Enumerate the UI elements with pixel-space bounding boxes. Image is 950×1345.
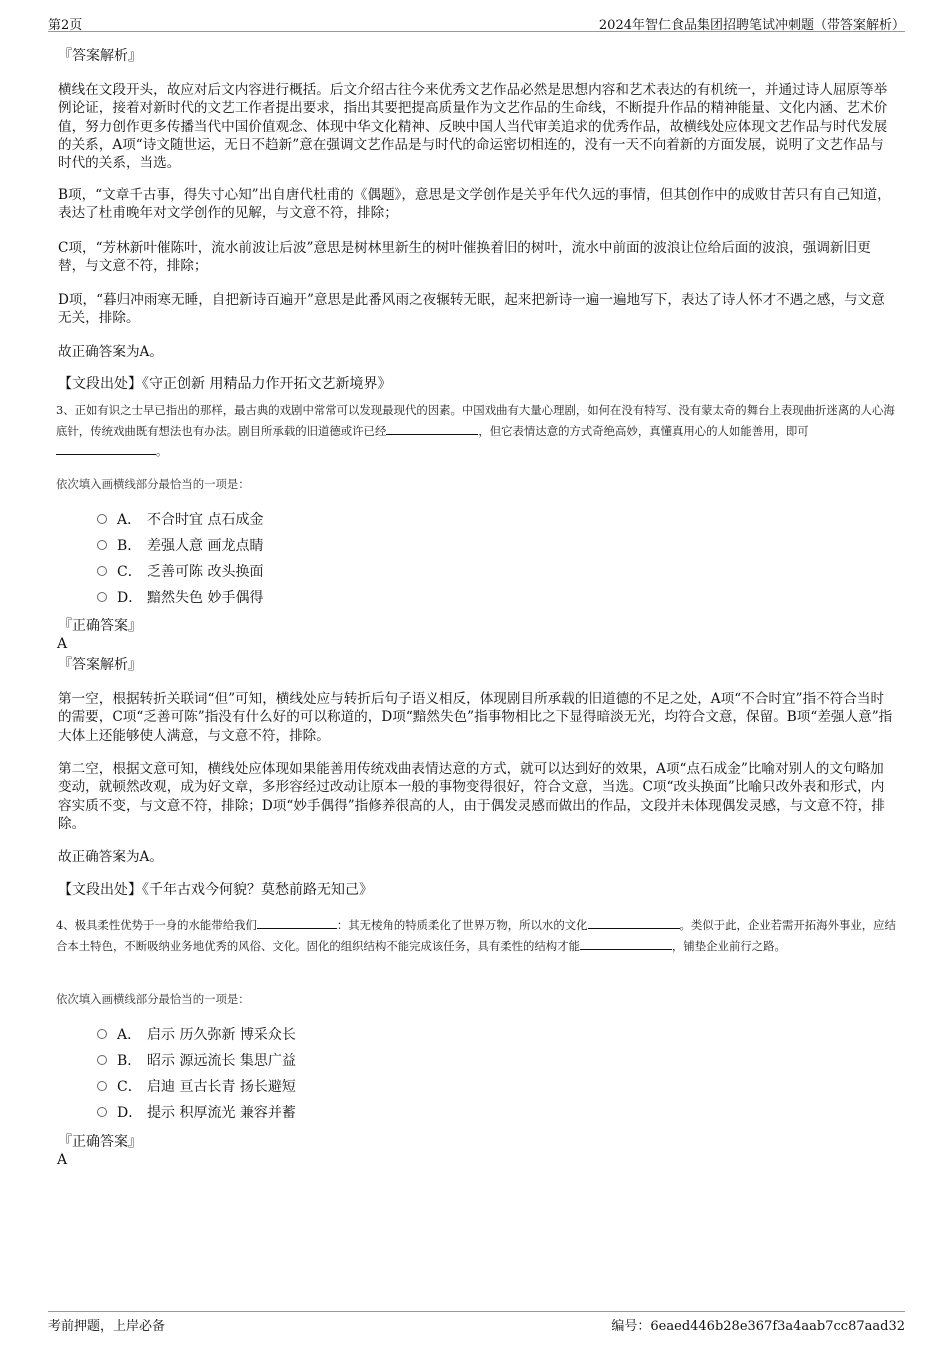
correct-answer-label: 『正确答案』	[58, 1134, 142, 1150]
answer-blank	[257, 916, 337, 929]
analysis-paragraph-1: 横线在文段开头，故应对后文内容进行概括。后文介绍古往今来优秀文艺作品必然是思想内容和艺术表达的有机统一，并通过诗人屈原等举例论证，接着对新时代的文艺工作者提出要求，指出其要把提高质量作为文艺作品的生命线，不断提升作品的精神能量、文化内涵、艺术价值，努力创作更多传播当代中国价值观念、体现中华文化精神、反映中国人当代审美追求的优秀作品，故横线处应体现文艺作品与时代发展的关系，A项“诗文随世运，无日不趋新”意在强调文艺作品是与时代的命运密切相连的，没有一天不向着新的方面发展，说明了文艺作品与时代的关系，当选。	[58, 82, 888, 172]
source-citation: 【文段出处】《千年古戏今何貌？莫愁前路无知己》	[58, 882, 373, 898]
correct-answer-label: 『正确答案』	[58, 618, 142, 634]
page-number: 第2页	[48, 18, 83, 33]
option-a[interactable]: A． 不合时宜 点石成金	[97, 510, 263, 530]
radio-icon[interactable]	[97, 566, 107, 576]
radio-icon[interactable]	[97, 1107, 107, 1117]
option-d[interactable]: D． 黯然失色 妙手偶得	[97, 588, 263, 608]
answer-blank	[56, 442, 156, 455]
source-citation: 【文段出处】《守正创新 用精品力作开拓文艺新境界》	[58, 376, 392, 392]
correct-answer-value: A	[57, 636, 68, 652]
option-b[interactable]: B． 差强人意 画龙点睛	[97, 536, 263, 556]
answer-blank	[588, 916, 680, 929]
answer-blank	[580, 937, 672, 950]
question-3-instruction: 依次填入画横线部分最恰当的一项是：	[56, 477, 250, 491]
option-c[interactable]: C． 启迪 亘古长青 扬长避短	[97, 1077, 296, 1097]
document-title: 2024年智仁食品集团招聘笔试冲刺题（带答案解析）	[598, 18, 905, 33]
option-d[interactable]: D． 提示 积厚流光 兼容并蓄	[97, 1103, 296, 1123]
analysis-label: 『答案解析』	[58, 48, 142, 64]
option-c[interactable]: C． 乏善可陈 改头换面	[97, 562, 263, 582]
answer-blank	[386, 422, 478, 435]
radio-icon[interactable]	[97, 514, 107, 524]
document-id: 编号：6eaed446b28e367f3a4aab7cc87aad32	[611, 1319, 905, 1334]
analysis-paragraph-2: B项，“文章千古事，得失寸心知”出自唐代杜甫的《偶题》，意思是文学创作是关乎年代久远的事情，但其创作中的成败甘苦只有自己知道，表达了杜甫晚年对文学创作的见解，与文意不符，排除；	[58, 187, 891, 222]
option-b[interactable]: B． 昭示 源远流长 集思广益	[97, 1051, 296, 1071]
question-4-stem: 4、极具柔性优势于一身的水能带给我们 ：其无棱角的特质柔化了世界万物，所以水的文化 。类似于此，企业若需开拓海外事业，应结合本土特色，不断吸纳业务地优秀的风俗、文化。固化的组织结构不能完成该任务，具有柔性的结构才能 ，铺垫企业前行之路。	[56, 918, 896, 953]
answer-conclusion: 故正确答案为A。	[58, 849, 163, 865]
answer-conclusion: 故正确答案为A。	[58, 344, 163, 360]
footer-slogan: 考前押题，上岸必备	[48, 1319, 166, 1334]
correct-answer-value: A	[57, 1152, 68, 1168]
analysis-paragraph-4: D项，“暮归冲雨寒无睡，自把新诗百遍开”意思是此番风雨之夜辗转无眠，起来把新诗一遍一遍地写下，表达了诗人怀才不遇之感，与文意无关，排除。	[58, 292, 885, 327]
radio-icon[interactable]	[97, 592, 107, 602]
analysis-paragraph-3: C项，“芳林新叶催陈叶，流水前波让后波”意思是树林里新生的树叶催换着旧的树叶，流水中前面的波浪让位给后面的波浪，强调新旧更替，与文意不符，排除；	[58, 240, 871, 275]
radio-icon[interactable]	[97, 1081, 107, 1091]
analysis-label: 『答案解析』	[58, 657, 142, 673]
analysis-paragraph-2: 第二空，根据文意可知，横线处应体现如果能善用传统戏曲表情达意的方式，就可以达到好的效果，A项“点石成金”比喻对别人的文句略加变动，就顿然改观，成为好文章，多形容经过改动让原本一般的事物变得很好，符合文意，当选。C项“改头换面”比喻只改外表和形式，内容实质不变，与文意不符，排除；D项“妙手偶得”指修养很高的人，由于偶发灵感而做出的作品，文段并未体现偶发灵感，与文意不符，排除。	[58, 761, 885, 832]
radio-icon[interactable]	[97, 1055, 107, 1065]
page-footer	[48, 1311, 905, 1332]
option-a[interactable]: A． 启示 历久弥新 博采众长	[97, 1025, 296, 1045]
page-header	[48, 11, 905, 32]
radio-icon[interactable]	[97, 540, 107, 550]
analysis-paragraph-1: 第一空，根据转折关联词“但”可知，横线处应与转折后句子语义相反，体现剧目所承载的旧道德的不足之处，A项“不合时宜”指不符合当时的需要，C项“乏善可陈”指没有什么好的可以称道的，D项“黯然失色”指事物相比之下显得暗淡无光，均符合文意，保留。B项“差强人意”指大体上还能够使人满意，与文意不符，排除。	[58, 691, 893, 744]
radio-icon[interactable]	[97, 1029, 107, 1039]
question-4-instruction: 依次填入画横线部分最恰当的一项是：	[56, 992, 250, 1006]
question-3-stem: 3、正如有识之士早已指出的那样，最古典的戏剧中常常可以发现最现代的因素。中国戏曲有大量心理剧，如何在没有特写、没有蒙太奇的舞台上表现曲折迷离的人心海底针，传统戏曲既有想法也有办法。剧目所承载的旧道德或许已经 ，但它表情达意的方式奇绝高妙，真懂真用心的人如能善用，即可。	[56, 403, 895, 458]
